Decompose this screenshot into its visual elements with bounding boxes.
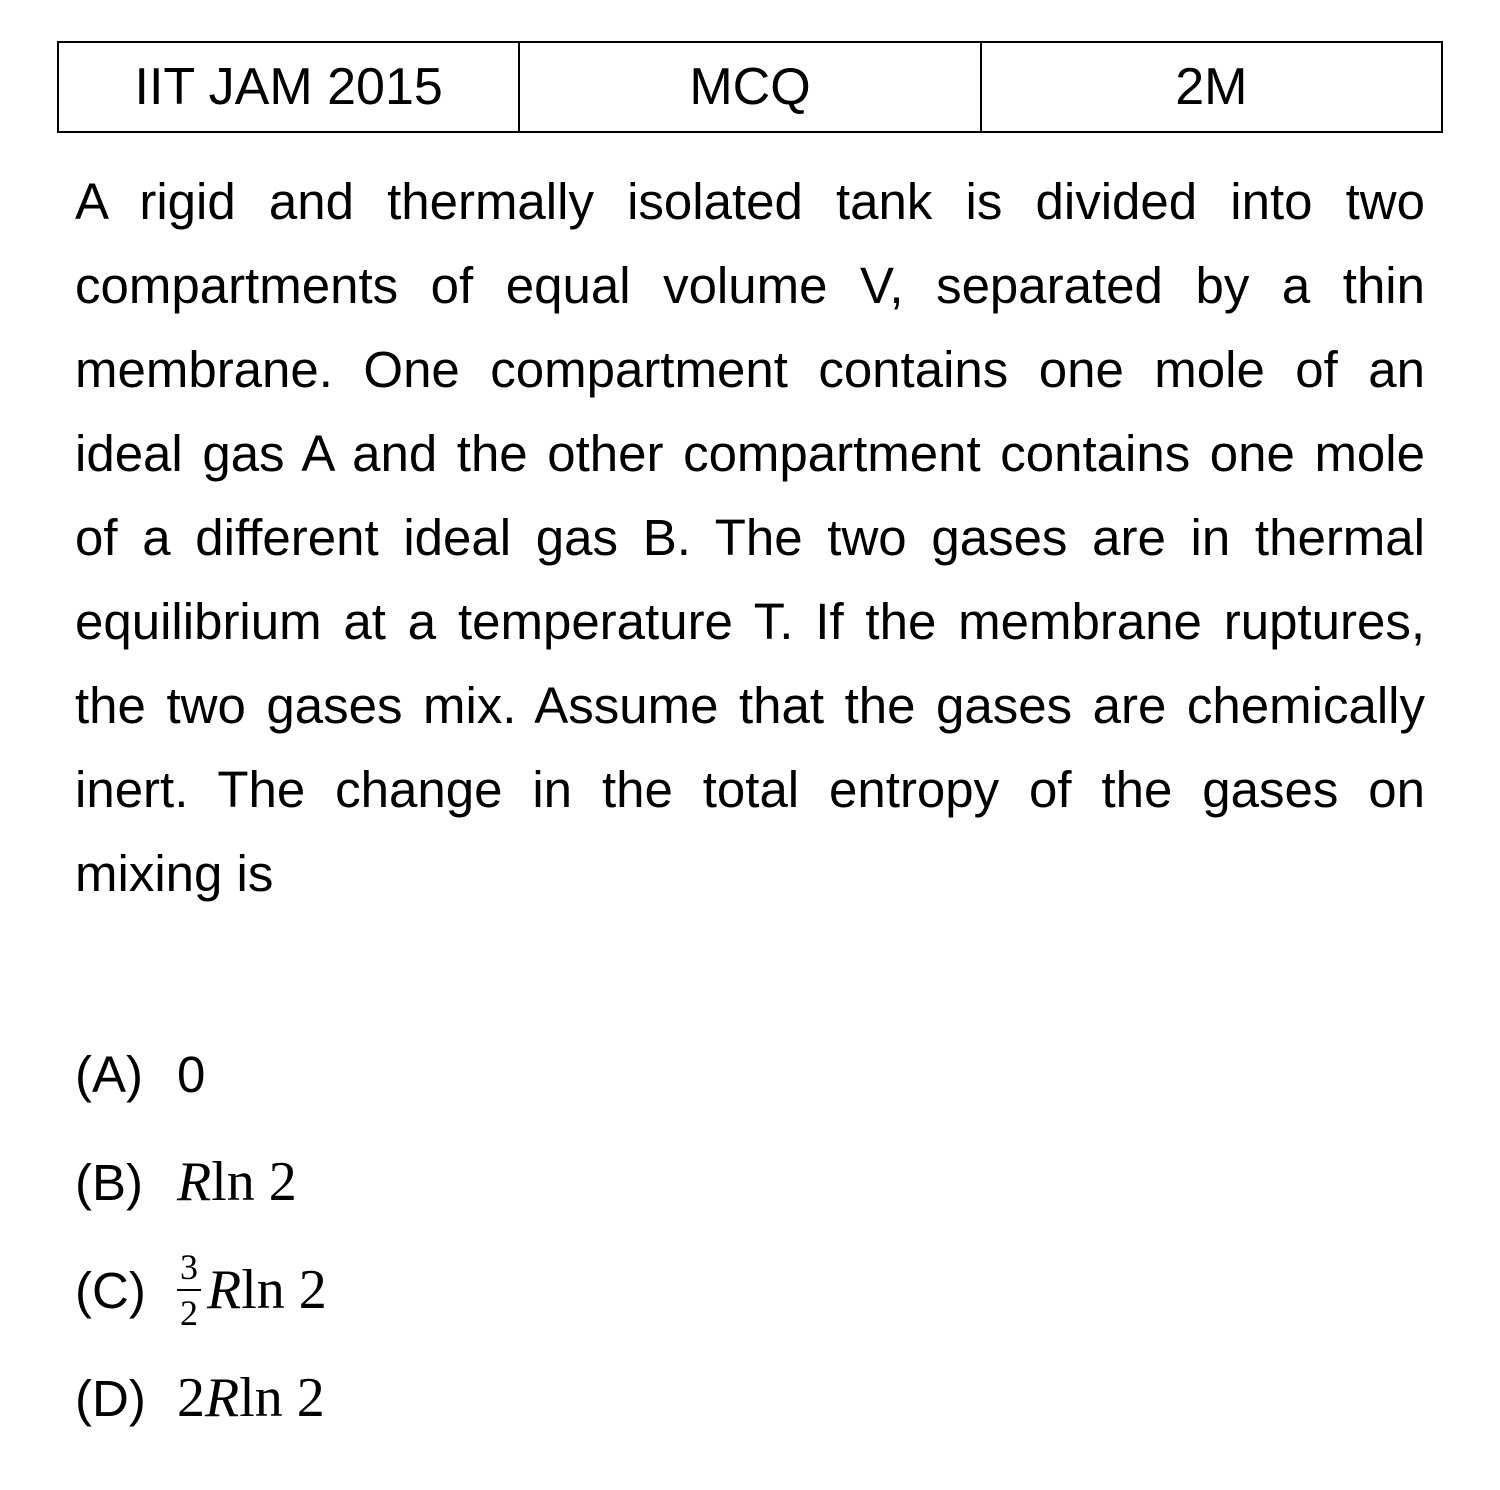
option-math	[177, 1247, 327, 1333]
exam-cell: IIT JAM 2015	[58, 42, 519, 132]
option-label: (A)	[75, 1045, 143, 1103]
option-label: (C)	[75, 1261, 146, 1319]
math-variable: R	[177, 1151, 212, 1213]
header-table	[57, 41, 1443, 133]
fraction-numerator: 3	[177, 1247, 201, 1291]
option-value: 0	[177, 1045, 206, 1103]
option-b[interactable]	[75, 1128, 1425, 1236]
option-c[interactable]	[75, 1236, 1425, 1344]
option-label: (D)	[75, 1369, 146, 1427]
option-d[interactable]	[75, 1344, 1425, 1452]
math-rest: ln 2	[241, 1259, 327, 1321]
fraction-denominator: 2	[180, 1293, 198, 1333]
option-math	[177, 1150, 297, 1214]
math-rest: ln 2	[239, 1367, 325, 1429]
math-rest: ln 2	[211, 1151, 297, 1213]
fraction	[177, 1247, 201, 1333]
header-row	[58, 42, 1442, 132]
option-a[interactable]	[75, 1020, 1425, 1128]
marks-cell: 2M	[981, 42, 1442, 132]
question-text: A rigid and thermally isolated tank is divided into two compartments of equal volume V, separated by a thin membrane. One compartment contains one mole of an ideal gas A and the other compartment contains one mole of a different ideal gas B. The two gases are in thermal equilibrium at a temperature T. If the membrane ruptures, the two gases mix. Assume that the gases are chemically inert. The change in the total entropy of the gases on mixing is	[75, 173, 1425, 902]
math-variable: R	[205, 1367, 240, 1429]
question-type-cell: MCQ	[519, 42, 980, 132]
option-label: (B)	[75, 1153, 143, 1211]
option-math	[177, 1366, 325, 1430]
math-variable: R	[207, 1259, 242, 1321]
options-list	[75, 1020, 1425, 1452]
math-coefficient: 2	[177, 1367, 205, 1429]
